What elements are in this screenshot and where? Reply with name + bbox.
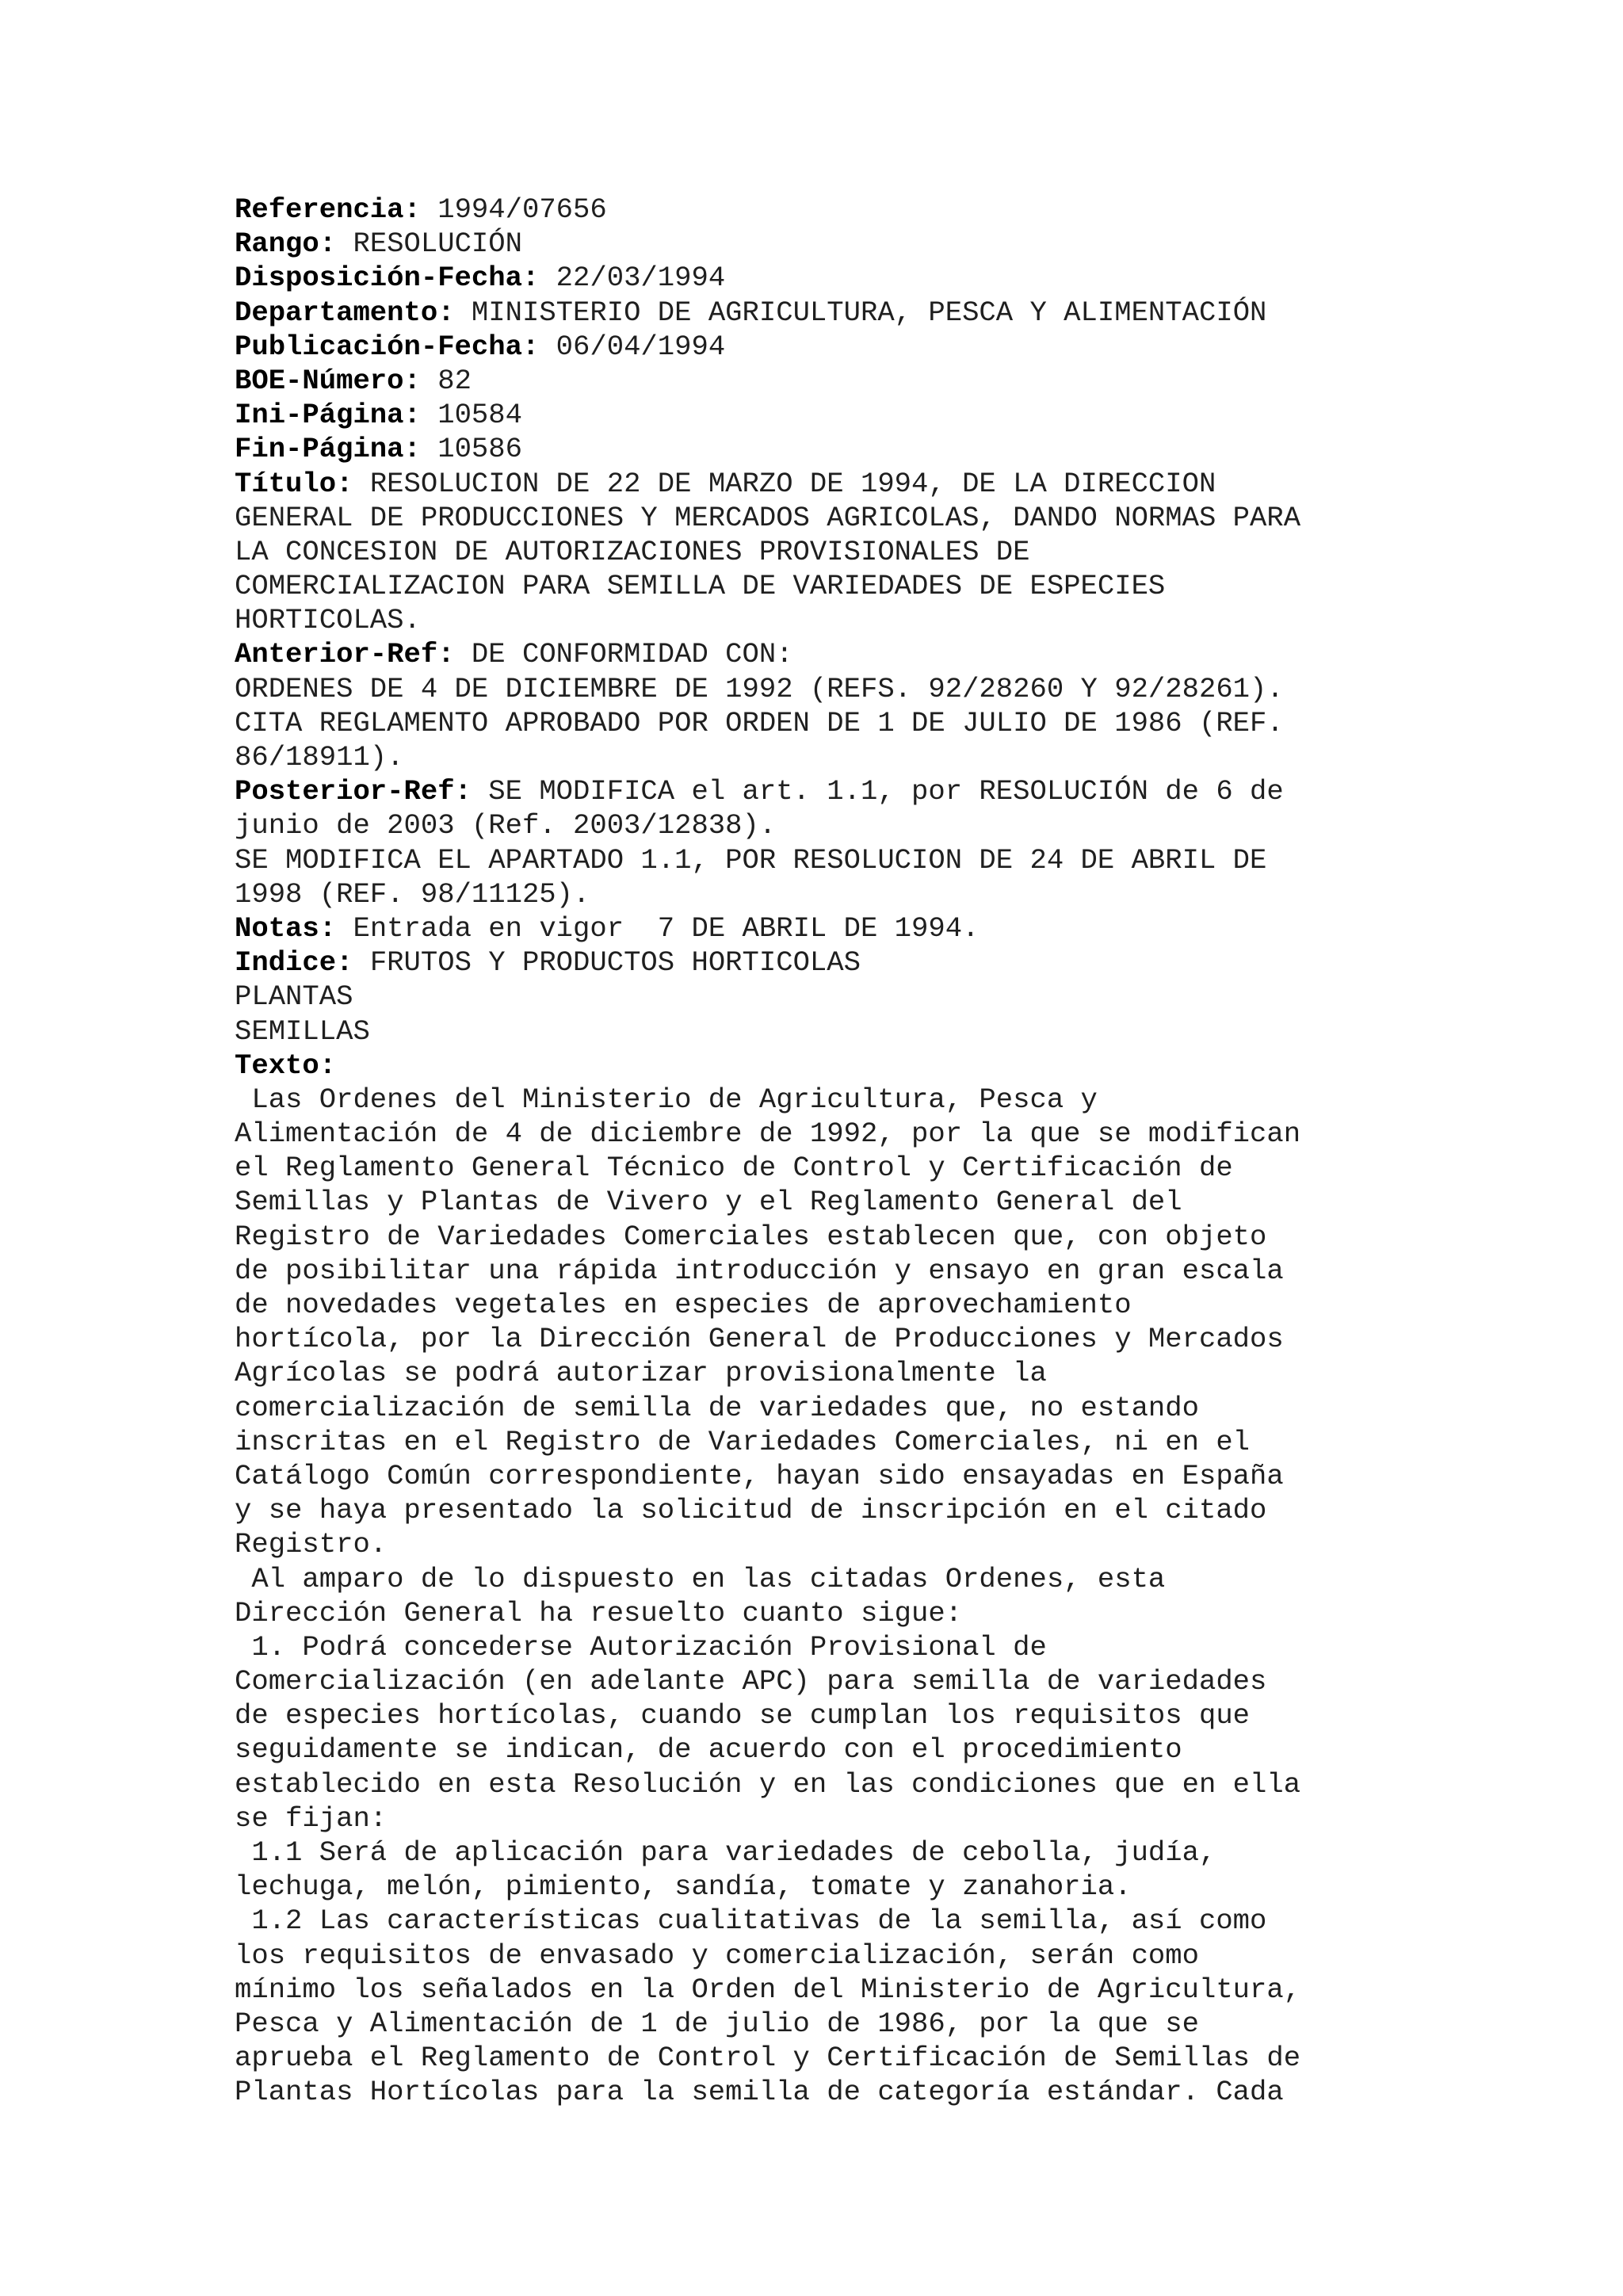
field-label: Posterior-Ref xyxy=(235,775,455,808)
field-label: Anterior-Ref xyxy=(235,638,438,671)
field-boe-numero: BOE-Número: 82 xyxy=(235,364,472,397)
field-label: Referencia xyxy=(235,193,404,226)
indice-line: FRUTOS Y PRODUCTOS HORTICOLAS xyxy=(369,946,861,980)
body-line: 1.1 Será de aplicación para variedades de cebolla, judía, xyxy=(235,1836,1216,1869)
body-line: aprueba el Reglamento de Control y Certificación de Semillas de xyxy=(235,2042,1301,2075)
field-disposicion-fecha: Disposición-Fecha: 22/03/1994 xyxy=(235,262,726,295)
field-texto: Texto: xyxy=(235,1049,337,1082)
titulo-line: GENERAL DE PRODUCCIONES Y MERCADOS AGRICOLAS, DANDO NORMAS PARA xyxy=(235,501,1301,534)
field-label: Disposición-Fecha xyxy=(235,262,522,295)
field-label: BOE-Número xyxy=(235,364,404,397)
field-label: Indice xyxy=(235,946,337,980)
body-line: 1.2 Las características cualitativas de la semilla, así como xyxy=(235,1904,1267,1938)
field-value: 82 xyxy=(437,364,472,397)
field-label: Ini-Página xyxy=(235,399,404,432)
body-line: hortícola, por la Dirección General de Producciones y Mercados xyxy=(235,1323,1284,1356)
body-line: Comercialización (en adelante APC) para semilla de variedades xyxy=(235,1665,1267,1698)
field-value: 10584 xyxy=(437,399,522,432)
body-line: Agrícolas se podrá autorizar provisionalmente la xyxy=(235,1357,1047,1390)
body-line: y se haya presentado la solicitud de inscripción en el citado xyxy=(235,1494,1267,1527)
document-page xyxy=(235,193,1385,2110)
body-line: Dirección General ha resuelto cuanto sigue: xyxy=(235,1596,963,1629)
indice-line: PLANTAS xyxy=(235,980,353,1014)
posterior-ref-line: 1998 (REF. 98/11125). xyxy=(235,877,590,911)
field-label: Texto xyxy=(235,1049,319,1082)
field-value: RESOLUCIÓN xyxy=(353,227,522,261)
body-line: seguidamente se indican, de acuerdo con el procedimiento xyxy=(235,1733,1182,1767)
posterior-ref-line: junio de 2003 (Ref. 2003/12838). xyxy=(235,809,777,842)
body-line: se fijan: xyxy=(235,1801,388,1835)
body-line: mínimo los señalados en la Orden del Ministerio de Agricultura, xyxy=(235,1973,1301,2006)
titulo-line: LA CONCESION DE AUTORIZACIONES PROVISIONALES DE xyxy=(235,535,1030,568)
field-value: 10586 xyxy=(437,433,522,466)
field-publicacion-fecha: Publicación-Fecha: 06/04/1994 xyxy=(235,330,726,363)
body-line: de especies hortícolas, cuando se cumplan los requisitos que xyxy=(235,1699,1251,1733)
indice-line: SEMILLAS xyxy=(235,1014,370,1048)
body-line: de posibilitar una rápida introducción y ensayo en gran escala xyxy=(235,1254,1284,1287)
titulo-line: COMERCIALIZACION PARA SEMILLA DE VARIEDADES DE ESPECIES xyxy=(235,570,1166,603)
field-indice: Indice: FRUTOS Y PRODUCTOS HORTICOLAS xyxy=(235,946,861,980)
body-text xyxy=(235,1083,1385,2110)
body-line: comercialización de semilla de variedades que, no estando xyxy=(235,1391,1199,1424)
posterior-ref-line: SE MODIFICA EL APARTADO 1.1, POR RESOLUCION DE 24 DE ABRIL DE xyxy=(235,843,1267,877)
field-ini-pagina: Ini-Página: 10584 xyxy=(235,399,522,432)
anterior-ref-line: 86/18911). xyxy=(235,741,404,774)
titulo-line: RESOLUCION DE 22 DE MARZO DE 1994, DE LA DIRECCION xyxy=(369,467,1216,500)
titulo-line: HORTICOLAS. xyxy=(235,604,421,637)
field-fin-pagina: Fin-Página: 10586 xyxy=(235,433,522,466)
field-notas: Notas: Entrada en vigor 7 DE ABRIL DE 1994. xyxy=(235,911,980,945)
body-line: establecido en esta Resolución y en las condiciones que en ella xyxy=(235,1767,1301,1801)
body-line: los requisitos de envasado y comercialización, serán como xyxy=(235,1939,1199,1972)
field-value: 06/04/1994 xyxy=(556,330,726,363)
field-label: Departamento xyxy=(235,296,438,329)
body-line: Registro de Variedades Comerciales establecen que, con objeto xyxy=(235,1220,1267,1253)
field-label: Notas xyxy=(235,911,319,945)
field-label: Fin-Página xyxy=(235,433,404,466)
body-line: Semillas y Plantas de Vivero y el Reglamento General del xyxy=(235,1186,1182,1219)
field-posterior-ref: Posterior-Ref: SE MODIFICA el art. 1.1, por RESOLUCIÓN de 6 de xyxy=(235,775,1284,808)
body-line: lechuga, melón, pimiento, sandía, tomate y zanahoria. xyxy=(235,1870,1132,1904)
body-line: el Reglamento General Técnico de Control y Certificación de xyxy=(235,1152,1233,1185)
field-value: Entrada en vigor 7 DE ABRIL DE 1994. xyxy=(353,911,980,945)
field-rango: Rango: RESOLUCIÓN xyxy=(235,227,522,261)
anterior-ref-line: DE CONFORMIDAD CON: xyxy=(471,638,793,671)
body-line: Plantas Hortícolas para la semilla de categoría estándar. Cada xyxy=(235,2076,1284,2109)
body-line: Las Ordenes del Ministerio de Agricultura, Pesca y xyxy=(235,1083,1098,1116)
body-line: 1. Podrá concederse Autorización Provisional de xyxy=(235,1630,1047,1664)
body-line: Registro. xyxy=(235,1528,388,1561)
body-line: inscritas en el Registro de Variedades Comerciales, ni en el xyxy=(235,1425,1251,1458)
posterior-ref-line: SE MODIFICA el art. 1.1, por RESOLUCIÓN de 6 de xyxy=(488,775,1284,808)
field-referencia: Referencia: 1994/07656 xyxy=(235,193,607,226)
field-value: MINISTERIO DE AGRICULTURA, PESCA Y ALIMENTACIÓN xyxy=(471,296,1267,329)
body-line: Catálogo Común correspondiente, hayan sido ensayadas en España xyxy=(235,1459,1284,1492)
field-departamento: Departamento: MINISTERIO DE AGRICULTURA, PESCA Y ALIMENTACIÓN xyxy=(235,296,1267,329)
body-line: de novedades vegetales en especies de aprovechamiento xyxy=(235,1289,1132,1321)
field-label: Título xyxy=(235,467,337,500)
body-line: Alimentación de 4 de diciembre de 1992, por la que se modifican xyxy=(235,1117,1301,1151)
field-value: 1994/07656 xyxy=(437,193,607,226)
body-line: Pesca y Alimentación de 1 de julio de 1986, por la que se xyxy=(235,2007,1199,2040)
anterior-ref-line: ORDENES DE 4 DE DICIEMBRE DE 1992 (REFS. 92/28260 Y 92/28261). xyxy=(235,672,1284,705)
field-anterior-ref: Anterior-Ref: DE CONFORMIDAD CON: xyxy=(235,638,793,671)
anterior-ref-line: CITA REGLAMENTO APROBADO POR ORDEN DE 1 DE JULIO DE 1986 (REF. xyxy=(235,706,1284,739)
body-line: Al amparo de lo dispuesto en las citadas Ordenes, esta xyxy=(235,1562,1166,1595)
field-label: Publicación-Fecha xyxy=(235,330,522,363)
field-value: 22/03/1994 xyxy=(556,262,726,295)
field-titulo: Título: RESOLUCION DE 22 DE MARZO DE 1994, DE LA DIRECCION xyxy=(235,467,1216,500)
field-label: Rango xyxy=(235,227,319,261)
